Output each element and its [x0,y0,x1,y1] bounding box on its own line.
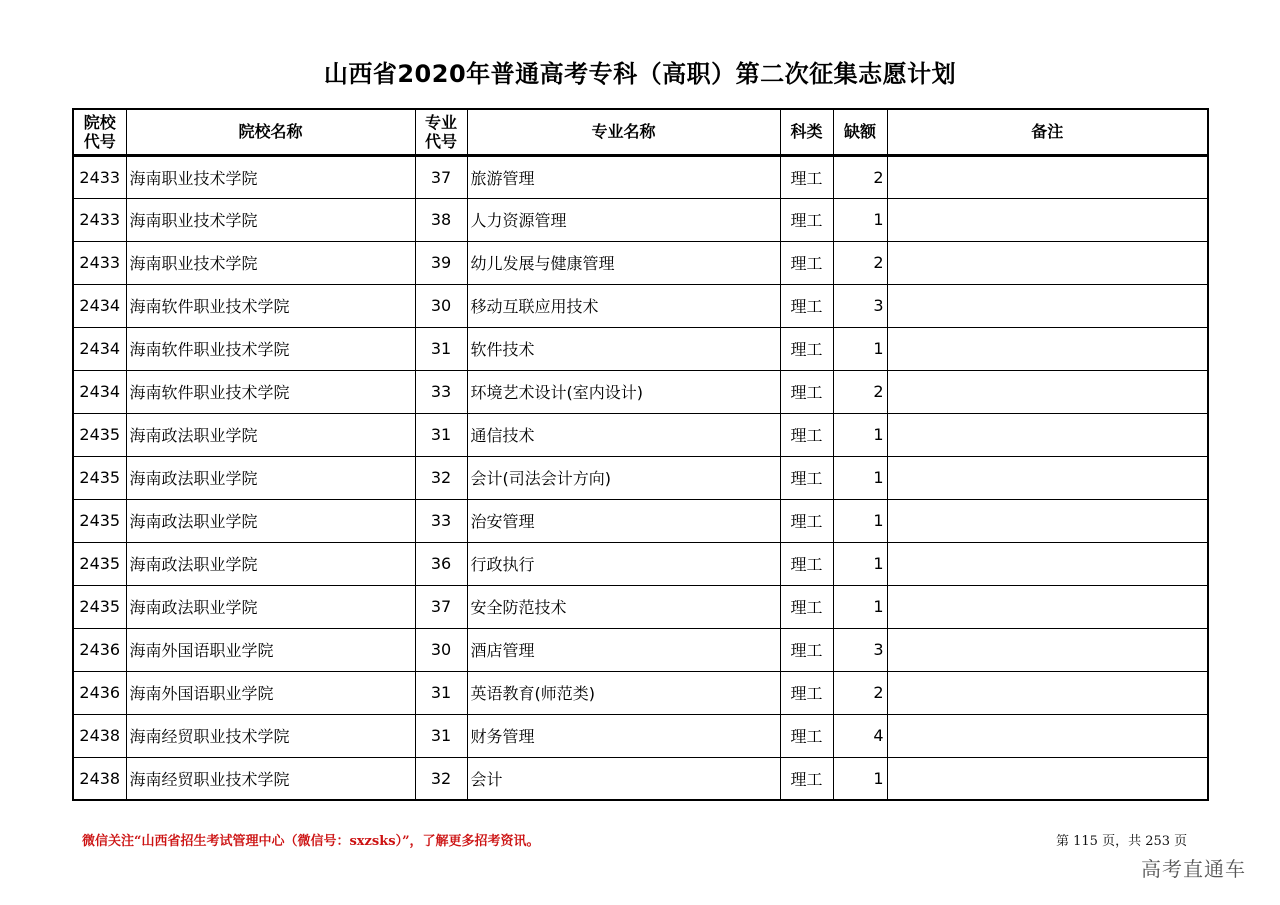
cell-school-name: 海南政法职业学院 [126,413,415,456]
cell-subject: 理工 [780,542,833,585]
cell-subject: 理工 [780,456,833,499]
header-major-code-line-2: 代号 [424,131,457,151]
cell-quota: 2 [833,671,887,714]
cell-note [887,413,1208,456]
table-row [73,456,1208,499]
table-row [73,671,1208,714]
cell-major-name: 软件技术 [467,327,780,370]
cell-subject: 理工 [780,585,833,628]
table-row [73,198,1208,241]
cell-major-name: 通信技术 [467,413,780,456]
cell-major-code: 31 [415,714,467,757]
cell-note [887,456,1208,499]
cell-subject: 理工 [780,155,833,198]
cell-note [887,628,1208,671]
cell-quota: 2 [833,155,887,198]
cell-school-name: 海南政法职业学院 [126,542,415,585]
cell-major-name: 治安管理 [467,499,780,542]
cell-school-name: 海南经贸职业技术学院 [126,714,415,757]
cell-note [887,671,1208,714]
cell-major-code: 37 [415,155,467,198]
cell-quota: 1 [833,499,887,542]
cell-note [887,585,1208,628]
cell-school-code: 2438 [73,757,126,800]
cell-major-code: 32 [415,456,467,499]
header-quota: 缺额 [833,109,887,155]
cell-school-code: 2433 [73,198,126,241]
cell-note [887,241,1208,284]
cell-major-name: 酒店管理 [467,628,780,671]
cell-school-code: 2433 [73,241,126,284]
cell-quota: 2 [833,370,887,413]
cell-subject: 理工 [780,413,833,456]
cell-school-code: 2434 [73,327,126,370]
cell-note [887,499,1208,542]
cell-major-name: 会计 [467,757,780,800]
cell-quota: 3 [833,628,887,671]
cell-major-name: 人力资源管理 [467,198,780,241]
cell-major-name: 财务管理 [467,714,780,757]
cell-note [887,757,1208,800]
table-row [73,499,1208,542]
table-row [73,757,1208,800]
cell-subject: 理工 [780,499,833,542]
table-row [73,241,1208,284]
cell-major-code: 39 [415,241,467,284]
cell-major-code: 31 [415,327,467,370]
header-school-code [73,109,126,155]
cell-subject: 理工 [780,628,833,671]
cell-major-name: 旅游管理 [467,155,780,198]
cell-note [887,370,1208,413]
cell-school-code: 2436 [73,671,126,714]
header-subject: 科类 [780,109,833,155]
wechat-notice: 微信关注“山西省招生考试管理中心（微信号：sxzsks）”，了解更多招考资讯。 [82,834,540,849]
cell-school-name: 海南政法职业学院 [126,456,415,499]
cell-school-code: 2435 [73,456,126,499]
cell-major-name: 环境艺术设计(室内设计) [467,370,780,413]
cell-major-code: 30 [415,284,467,327]
table-header-row [73,109,1208,155]
table-row [73,413,1208,456]
cell-school-code: 2434 [73,284,126,327]
cell-subject: 理工 [780,327,833,370]
header-school-code-line-1: 院校 [83,112,116,132]
cell-quota: 1 [833,456,887,499]
cell-subject: 理工 [780,714,833,757]
cell-quota: 2 [833,241,887,284]
cell-school-name: 海南职业技术学院 [126,241,415,284]
cell-note [887,327,1208,370]
table-row [73,327,1208,370]
cell-school-code: 2436 [73,628,126,671]
cell-school-name: 海南软件职业技术学院 [126,284,415,327]
page-number: 第 115 页，共 253 页 [1056,834,1188,849]
cell-subject: 理工 [780,241,833,284]
cell-subject: 理工 [780,757,833,800]
cell-school-name: 海南政法职业学院 [126,585,415,628]
cell-subject: 理工 [780,198,833,241]
header-major-name: 专业名称 [467,109,780,155]
cell-note [887,155,1208,198]
cell-quota: 4 [833,714,887,757]
watermark-text: 高考直通车 [1141,857,1246,881]
header-school-name: 院校名称 [126,109,415,155]
cell-subject: 理工 [780,284,833,327]
cell-note [887,284,1208,327]
cell-school-code: 2434 [73,370,126,413]
table-row [73,714,1208,757]
cell-school-name: 海南经贸职业技术学院 [126,757,415,800]
cell-school-name: 海南软件职业技术学院 [126,370,415,413]
cell-major-code: 30 [415,628,467,671]
cell-major-code: 38 [415,198,467,241]
table-row [73,370,1208,413]
table-row [73,542,1208,585]
cell-major-name: 会计(司法会计方向) [467,456,780,499]
cell-major-code: 31 [415,671,467,714]
cell-note [887,542,1208,585]
cell-quota: 3 [833,284,887,327]
cell-major-code: 37 [415,585,467,628]
table-row [73,155,1208,198]
header-major-code [415,109,467,155]
header-note: 备注 [887,109,1208,155]
cell-school-code: 2438 [73,714,126,757]
cell-major-code: 32 [415,757,467,800]
cell-subject: 理工 [780,671,833,714]
cell-quota: 1 [833,542,887,585]
cell-major-code: 31 [415,413,467,456]
cell-school-name: 海南软件职业技术学院 [126,327,415,370]
cell-major-name: 安全防范技术 [467,585,780,628]
cell-subject: 理工 [780,370,833,413]
cell-school-name: 海南职业技术学院 [126,198,415,241]
cell-quota: 1 [833,757,887,800]
cell-school-name: 海南外国语职业学院 [126,628,415,671]
table-row [73,284,1208,327]
cell-major-code: 33 [415,499,467,542]
cell-note [887,714,1208,757]
cell-major-name: 行政执行 [467,542,780,585]
cell-quota: 1 [833,585,887,628]
cell-school-code: 2433 [73,155,126,198]
cell-major-name: 移动互联应用技术 [467,284,780,327]
cell-quota: 1 [833,198,887,241]
cell-major-name: 幼儿发展与健康管理 [467,241,780,284]
cell-school-name: 海南政法职业学院 [126,499,415,542]
cell-school-code: 2435 [73,413,126,456]
cell-school-code: 2435 [73,542,126,585]
cell-quota: 1 [833,413,887,456]
table-body [73,155,1208,800]
enrollment-plan-table [72,108,1209,801]
cell-note [887,198,1208,241]
cell-school-name: 海南职业技术学院 [126,155,415,198]
cell-quota: 1 [833,327,887,370]
cell-major-code: 33 [415,370,467,413]
header-school-code-line-2: 代号 [83,131,116,151]
cell-major-code: 36 [415,542,467,585]
header-major-code-line-1: 专业 [424,112,457,132]
cell-school-name: 海南外国语职业学院 [126,671,415,714]
table-row [73,585,1208,628]
cell-school-code: 2435 [73,585,126,628]
page-title: 山西省2020年普通高考专科（高职）第二次征集志愿计划 [323,60,957,88]
cell-major-name: 英语教育(师范类) [467,671,780,714]
cell-school-code: 2435 [73,499,126,542]
table-row [73,628,1208,671]
